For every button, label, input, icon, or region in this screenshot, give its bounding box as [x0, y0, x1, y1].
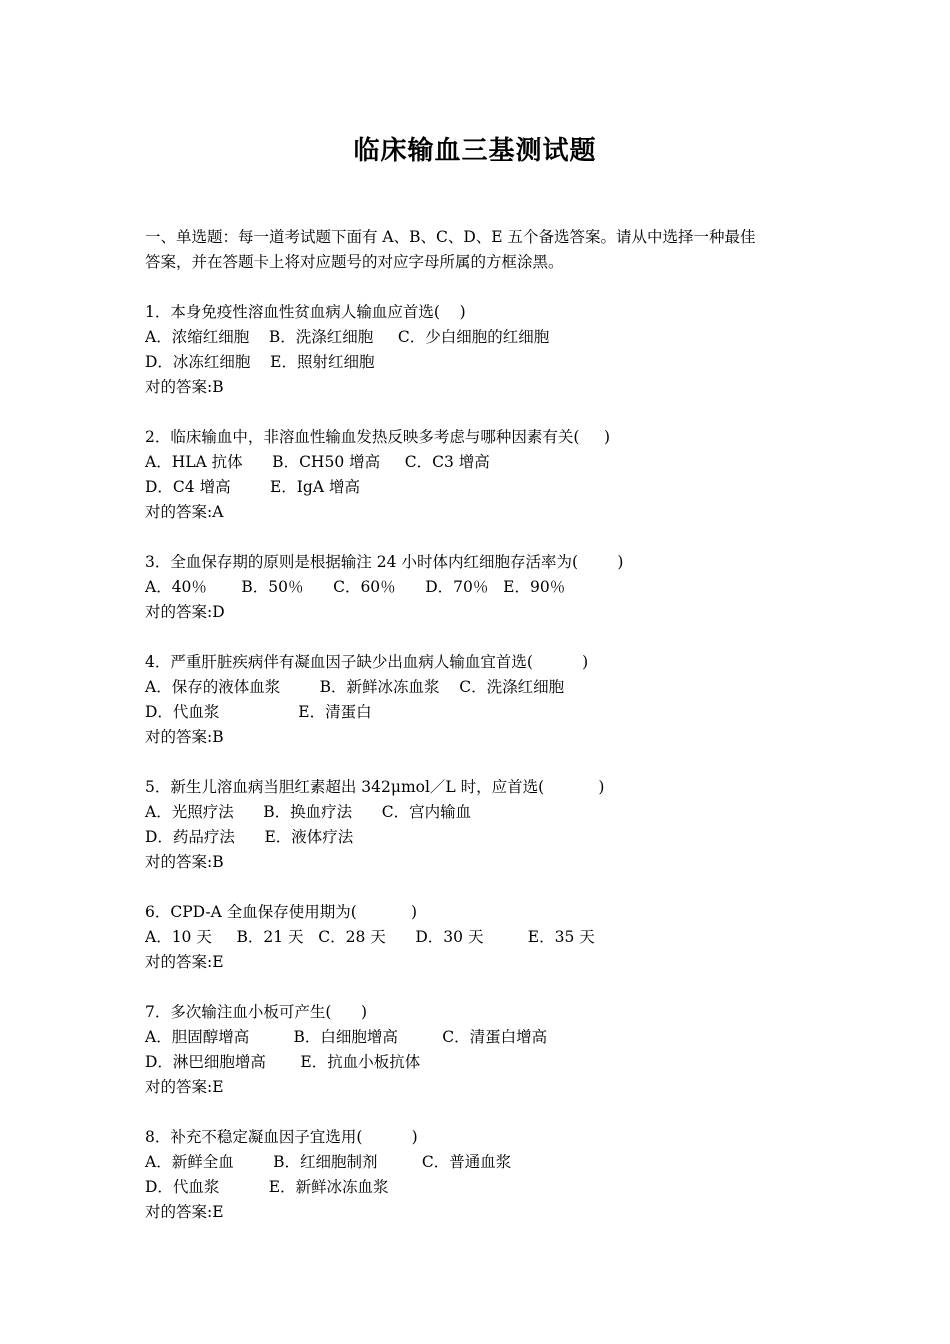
- question-options: A．保存的液体血浆 B．新鲜冰冻血浆 C．洗涤红细胞: [145, 678, 565, 696]
- question-6: [145, 900, 815, 975]
- question-5: [145, 775, 815, 875]
- question-answer: 对的答案:E: [145, 1078, 224, 1096]
- question-1: [145, 300, 815, 400]
- question-options: D．冰冻红细胞 E．照射红细胞: [145, 353, 375, 371]
- question-answer: 对的答案:D: [145, 603, 225, 621]
- question-options: D．淋巴细胞增高 E．抗血小板抗体: [145, 1053, 421, 1071]
- question-8: [145, 1125, 815, 1225]
- question-3: [145, 550, 815, 625]
- question-options: D．药品疗法 E．液体疗法: [145, 828, 354, 846]
- question-stem: 5．新生儿溶血病当胆红素超出 342μmol／L 时，应首选( ): [145, 778, 605, 796]
- question-stem: 6．CPD-A 全血保存使用期为( ): [145, 903, 418, 921]
- question-options: A．胆固醇增高 B．白细胞增高 C．清蛋白增高: [145, 1028, 548, 1046]
- question-answer: 对的答案:A: [145, 503, 224, 521]
- instructions-line: 一、单选题：每一道考试题下面有 A、B、C、D、E 五个备选答案。请从中选择一种最佳: [145, 228, 756, 246]
- question-options: A．浓缩红细胞 B．洗涤红细胞 C．少白细胞的红细胞: [145, 328, 550, 346]
- question-2: [145, 425, 815, 525]
- question-stem: 8．补充不稳定凝血因子宜选用( ): [145, 1128, 418, 1146]
- question-answer: 对的答案:B: [145, 378, 224, 396]
- question-answer: 对的答案:B: [145, 853, 224, 871]
- question-4: [145, 650, 815, 750]
- question-options: D．代血浆 E．清蛋白: [145, 703, 372, 721]
- question-stem: 7．多次输注血小板可产生( ): [145, 1003, 368, 1021]
- question-stem: 3．全血保存期的原则是根据输注 24 小时体内红细胞存活率为( ): [145, 553, 624, 571]
- question-options: A．HLA 抗体 B．CH50 增高 C．C3 增高: [145, 453, 490, 471]
- question-answer: 对的答案:E: [145, 1203, 224, 1221]
- question-options: A．10 天 B．21 天 C．28 天 D．30 天 E．35 天: [145, 928, 595, 946]
- section-instructions: [145, 225, 815, 275]
- question-stem: 4．严重肝脏疾病伴有凝血因子缺少出血病人输血宜首选( ): [145, 653, 589, 671]
- instructions-line: 答案，并在答题卡上将对应题号的对应字母所属的方框涂黑。: [145, 253, 564, 271]
- question-options: D．代血浆 E．新鲜冰冻血浆: [145, 1178, 389, 1196]
- question-options: A．40％ B．50％ C．60％ D．70％ E．90％: [145, 578, 566, 596]
- document-body: [145, 225, 815, 1250]
- question-options: A．新鲜全血 B．红细胞制剂 C．普通血浆: [145, 1153, 512, 1171]
- question-stem: 2．临床输血中，非溶血性输血发热反映多考虑与哪种因素有关( ): [145, 428, 611, 446]
- question-options: A．光照疗法 B．换血疗法 C．宫内输血: [145, 803, 472, 821]
- question-options: D．C4 增高 E．IgA 增高: [145, 478, 360, 496]
- question-stem: 1．本身免疫性溶血性贫血病人输血应首选( ): [145, 303, 466, 321]
- question-answer: 对的答案:E: [145, 953, 224, 971]
- question-7: [145, 1000, 815, 1100]
- question-answer: 对的答案:B: [145, 728, 224, 746]
- document-title: 临床输血三基测试题: [353, 136, 597, 166]
